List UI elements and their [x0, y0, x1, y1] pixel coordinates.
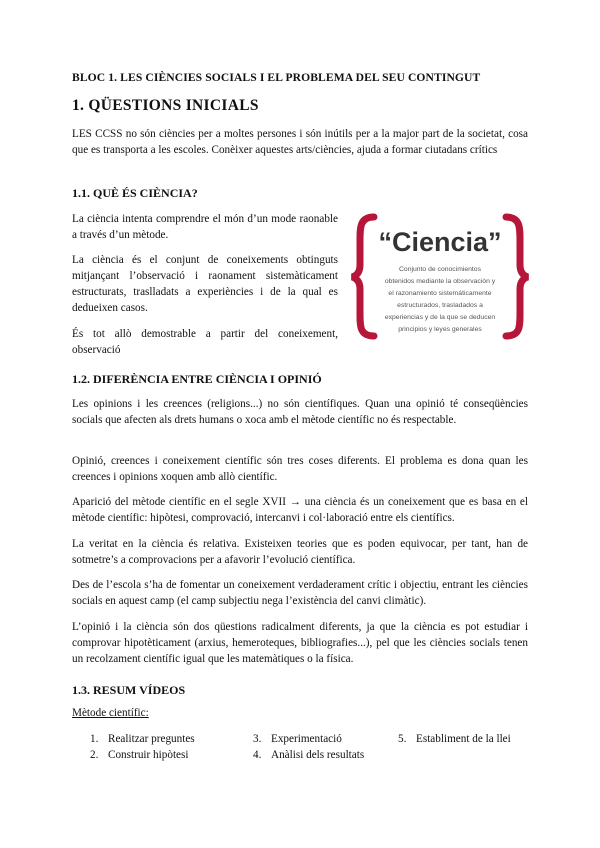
list-item: 3. Experimentació	[253, 733, 342, 745]
bloc-title: BLOC 1. LES CIÈNCIES SOCIALS I EL PROBLEMA DEL SEU CONTINGUT	[72, 71, 481, 84]
ciencia-line-6: principios y leyes generales	[398, 326, 482, 333]
ciencia-line-5: experiencias y de la que se deducen	[384, 314, 496, 321]
ciencia-line-4: estructurados, trasladados a	[397, 302, 483, 309]
ciencia-line-2: obtenidos mediante la observación y	[384, 278, 496, 285]
s12-paragraph-5: Des de l’escola s’ha de fomentar un coneixement verdaderament crític i objectiu, entrant les ciències socials en aquest camp (el camp subjectiu nega l’existència del canvi climàtic).	[72, 579, 528, 607]
s11-paragraph-2: La ciència és el conjunt de coneixements obtinguts mitjançant l’observació i raonament sistemàticament estructurats, traslladats a experiències i de la qual es dedueixen casos.	[72, 254, 338, 314]
right-brace-icon	[506, 217, 528, 336]
method-label: Mètode científic:	[72, 707, 149, 719]
steps-column-2	[253, 731, 364, 763]
section-1-3-title: 1.3. RESUM VÍDEOS	[72, 683, 186, 697]
s12-paragraph-6: L’opinió i la ciència són dos qüestions radicalment diferents, ja que la ciència es pot estudiar i comprovar hipotèticament (arxius, hemeroteques, bibliografies...), pel que les ciències socials tenen un recolzament científic igual que les matemàtiques o la física.	[72, 621, 528, 665]
ciencia-word: “Ciencia”	[378, 227, 502, 257]
list-item: 1. Realitzar preguntes	[90, 733, 195, 745]
section1-paragraph: LES CCSS no són ciències per a moltes persones i són inútils per a la major part de la societat, cosa que es transporta a les escoles. Conèixer aquestes arts/ciències, ajuda a formar ciutadans crítics	[72, 128, 528, 156]
section-1-2-title: 1.2. DIFERÈNCIA ENTRE CIÈNCIA I OPINIÓ	[72, 372, 322, 386]
steps-column-3	[398, 731, 511, 747]
s12-paragraph-4: La veritat en la ciència és relativa. Existeixen teories que es poden equivocar, per tant, han de sotmetre’s a comprovacions per a afavorir l’evolució científica.	[72, 538, 528, 566]
list-item: 4. Anàlisi dels resultats	[253, 749, 365, 761]
ciencia-line-3: el razonamiento sistemáticamente	[388, 290, 492, 297]
steps-column-1	[90, 731, 195, 763]
s12-paragraph-1: Les opinions i les creences (religions...) no són científiques. Quan una opinió té conseqüències socials que afecten als drets humans o xoca amb el mètode científic no és respectable.	[72, 398, 528, 426]
ciencia-brace-graphic	[350, 211, 530, 342]
left-brace-icon	[352, 217, 374, 336]
s12-paragraph-3: Aparició del mètode científic en el segle XVII → una ciència és un coneixement que es basa en el mètode científic: hipòtesi, comprovació, intercanvi i col·laboració entre els científics.	[72, 496, 528, 524]
list-item: 5. Establiment de la llei	[398, 733, 511, 745]
s11-paragraph-1: La ciència intenta comprendre el món d’un mode raonable a través d’un mètode.	[72, 213, 338, 241]
section-1-1-title: 1.1. QUÈ ÉS CIÈNCIA?	[72, 186, 198, 200]
s11-paragraph-3: És tot allò demostrable a partir del coneixement, observació	[72, 328, 338, 356]
ciencia-definition-image	[350, 211, 530, 342]
ciencia-line-1: Conjunto de conocimientos	[399, 266, 481, 273]
s12-paragraph-2: Opinió, creences i coneixement científic són tres coses diferents. El problema es dona quan les creences i opinions xoquen amb allò científic.	[72, 455, 528, 483]
section1-title: 1. QÜESTIONS INICIALS	[72, 97, 259, 114]
list-item: 2. Construir hipòtesi	[90, 749, 189, 761]
